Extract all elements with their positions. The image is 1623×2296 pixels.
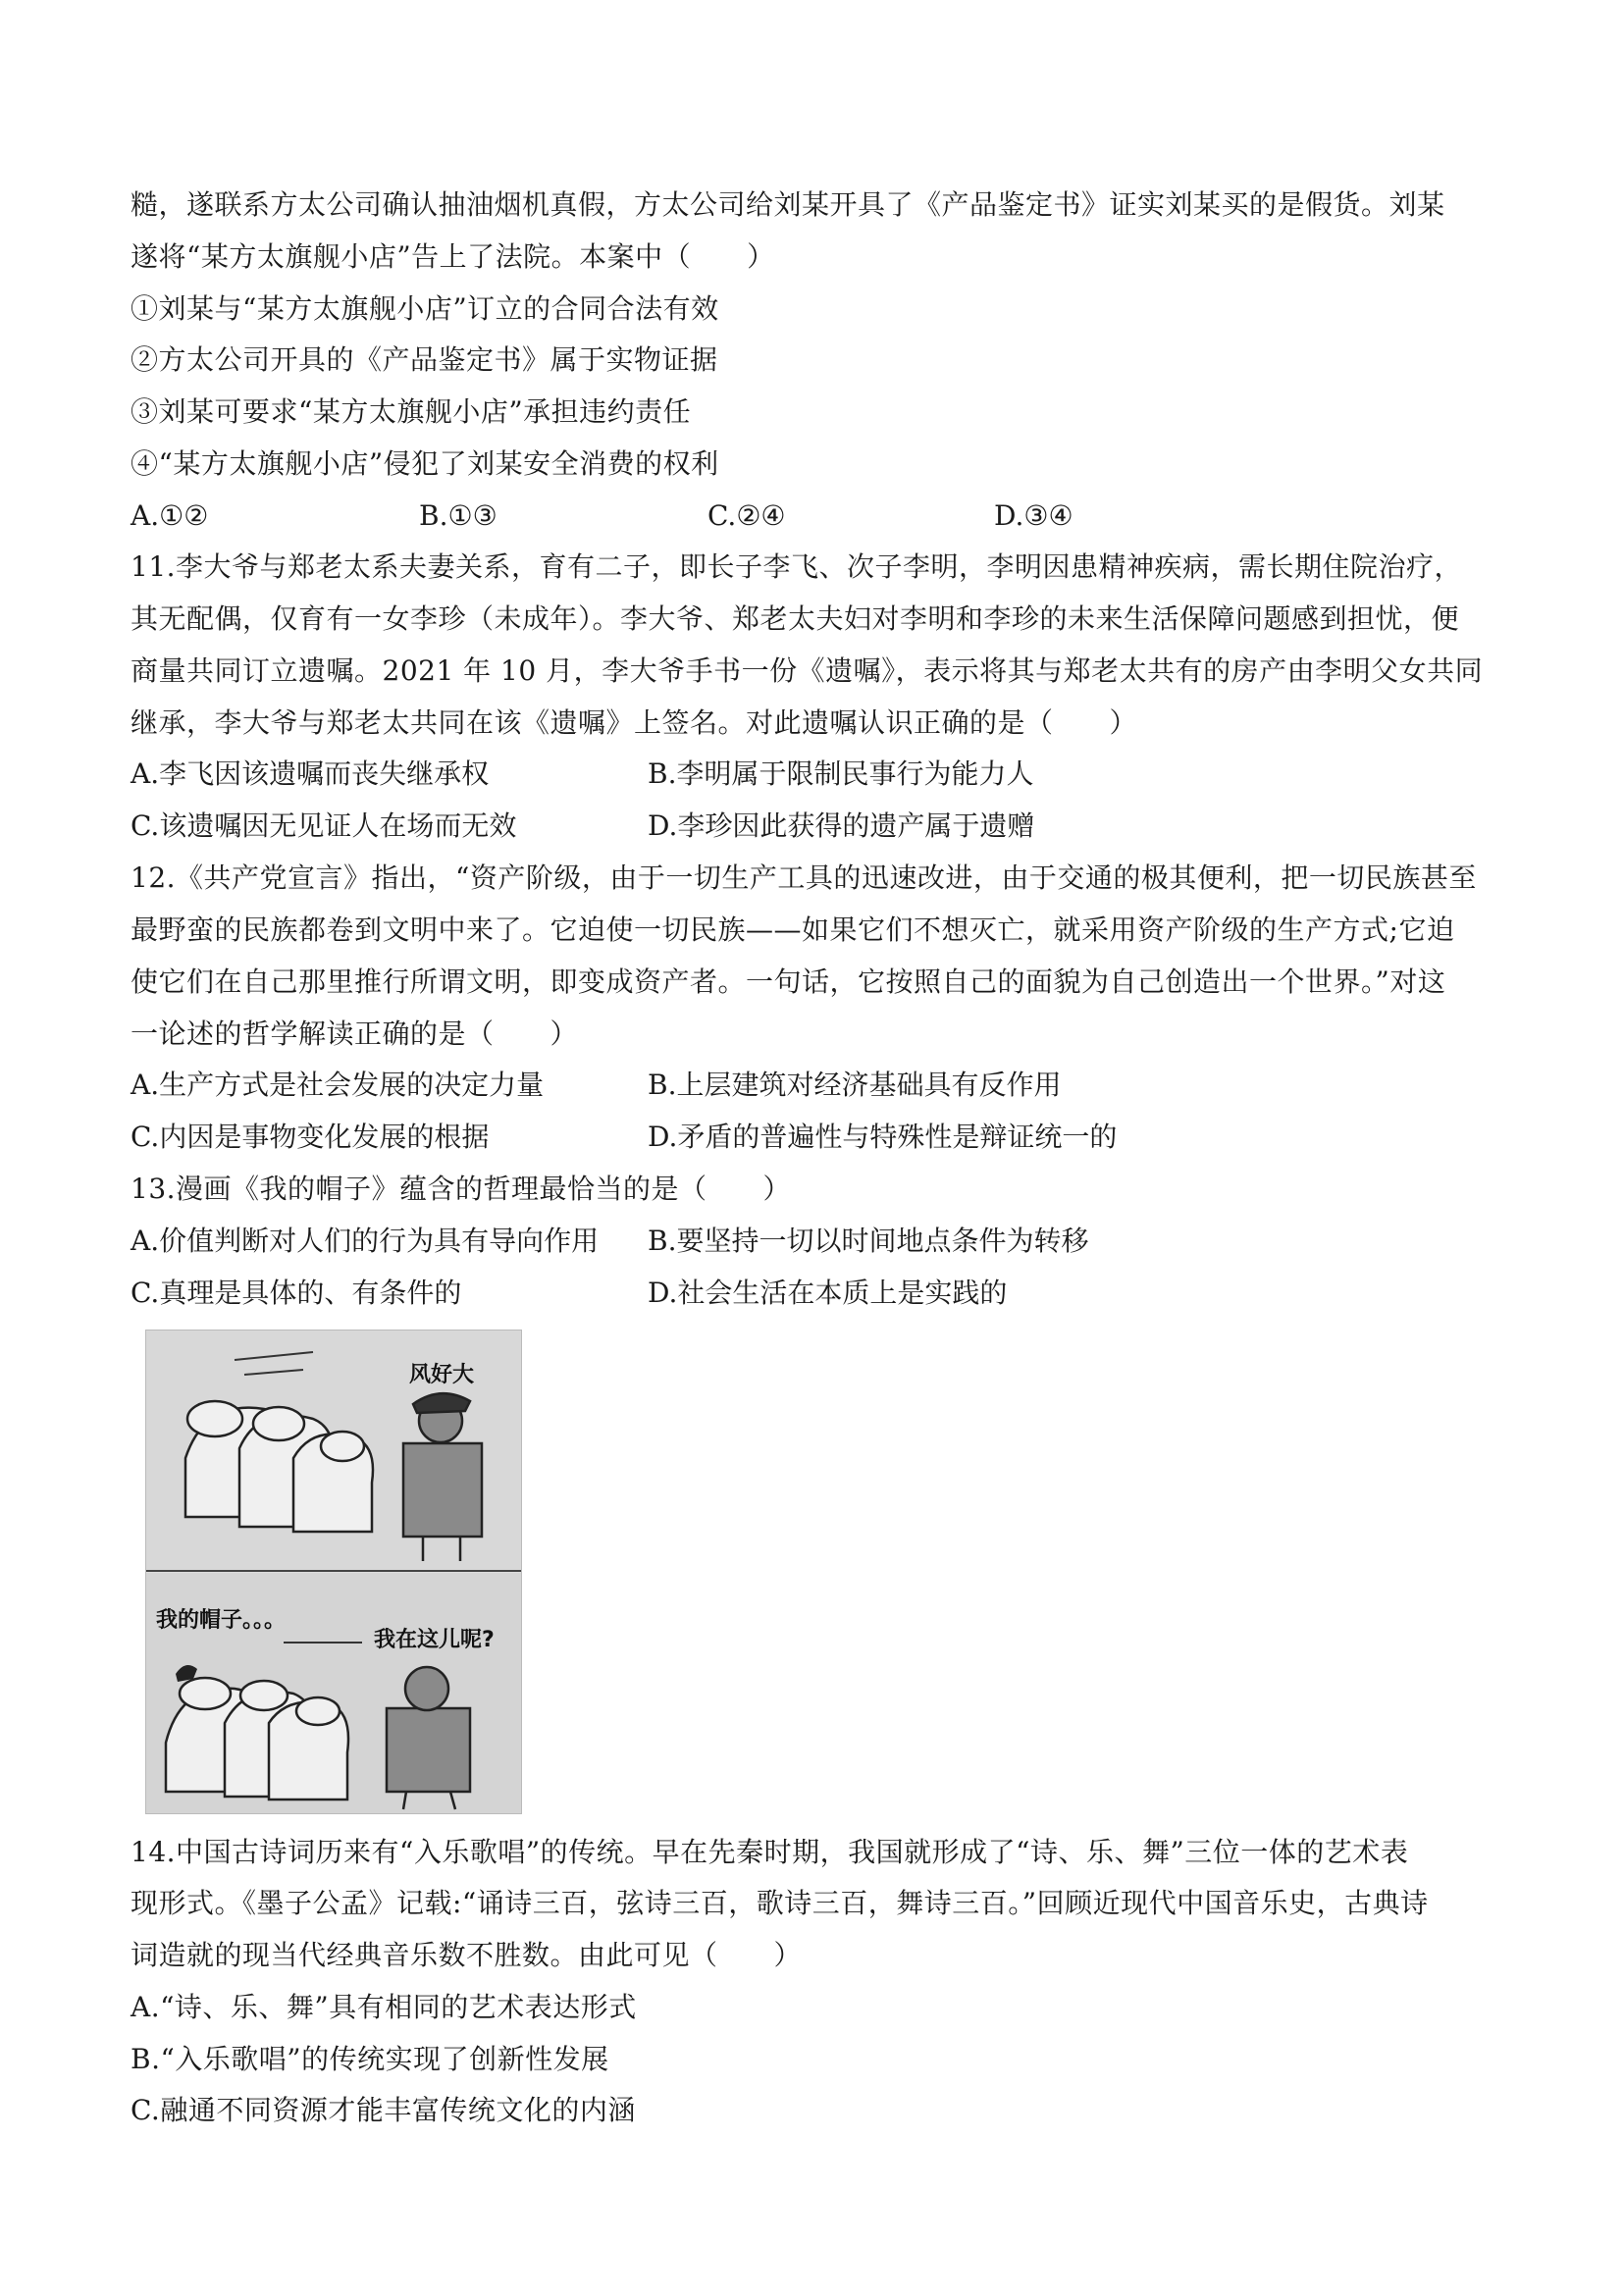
q14-option-b: B.“入乐歌唱”的传统实现了创新性发展 xyxy=(131,2043,609,2075)
q12-option-a: A.生产方式是社会发展的决定力量 xyxy=(131,1069,545,1101)
q13-option-b: B.要坚持一切以时间地点条件为转移 xyxy=(648,1225,1089,1257)
q11-option-a: A.李飞因该遗嘱而丧失继承权 xyxy=(131,757,490,790)
q10-statement-3: ③刘某可要求“某方太旗舰小店”承担违约责任 xyxy=(131,395,692,428)
q11-option-c: C.该遗嘱因无见证人在场而无效 xyxy=(131,809,517,842)
q11-line-2: 其无配偶，仅育有一女李珍（未成年）。李大爷、郑老太夫妇对李明和李珍的未来生活保障问题感到担忧，便 xyxy=(131,602,1460,635)
q10-line-2: 遂将“某方太旗舰小店”告上了法院。本案中（ ） xyxy=(131,240,775,273)
q14-line-3: 词造就的现当代经典音乐数不胜数。由此可见（ ） xyxy=(131,1939,803,1971)
q12-option-c: C.内因是事物变化发展的根据 xyxy=(131,1121,490,1153)
q12-option-d: D.矛盾的普遍性与特殊性是辩证统一的 xyxy=(648,1121,1118,1153)
q12-line-4: 一论述的哲学解读正确的是（ ） xyxy=(131,1018,579,1050)
q11-line-1: 11.李大爷与郑老太系夫妻关系，育有二子，即长子李飞、次子李明，李明因患精神疾病，需长期住院治疗， xyxy=(131,550,1463,583)
cartoon-panel2-text-left: 我的帽子。。。 xyxy=(156,1608,287,1633)
q11-line-3: 商量共同订立遗嘱。2021 年 10 月，李大爷手书一份《遗嘱》，表示将其与郑老太共有的房产由李明父女共同 xyxy=(131,654,1484,687)
q10-option-d: D.③④ xyxy=(994,499,1073,532)
q10-statement-2: ②方太公司开具的《产品鉴定书》属于实物证据 xyxy=(131,343,718,376)
q14-option-c: C.融通不同资源才能丰富传统文化的内涵 xyxy=(131,2094,636,2126)
q13-option-a: A.价值判断对人们的行为具有导向作用 xyxy=(131,1225,600,1257)
q13-option-c: C.真理是具体的、有条件的 xyxy=(131,1277,462,1309)
cartoon-drawing xyxy=(146,1331,521,1813)
q10-option-b: B.①③ xyxy=(419,499,497,532)
q14-line-1: 14.中国古诗词历来有“入乐歌唱”的传统。早在先秦时期，我国就形成了“诗、乐、舞”三位一体的艺术表 xyxy=(131,1836,1409,1868)
q13-line-1: 13.漫画《我的帽子》蕴含的哲理最恰当的是（ ） xyxy=(131,1173,792,1205)
cartoon-panel2-text-right: 我在这儿呢? xyxy=(374,1628,495,1652)
q10-option-c: C.②④ xyxy=(707,499,786,532)
q12-line-2: 最野蛮的民族都卷到文明中来了。它迫使一切民族——如果它们不想灭亡，就采用资产阶级的生产方式;它迫 xyxy=(131,913,1455,946)
q14-option-a: A.“诗、乐、舞”具有相同的艺术表达形式 xyxy=(131,1991,637,2023)
q12-line-1: 12.《共产党宣言》指出，“资产阶级，由于一切生产工具的迅速改进，由于交通的极其便利，把一切民族甚至 xyxy=(131,861,1477,894)
q12-option-b: B.上层建筑对经济基础具有反作用 xyxy=(648,1069,1062,1101)
q10-option-a: A.①② xyxy=(131,499,209,532)
q10-statement-4: ④“某方太旗舰小店”侵犯了刘某安全消费的权利 xyxy=(131,447,719,480)
cartoon-my-hat xyxy=(145,1330,522,1814)
cartoon-panel1-text: 风好大 xyxy=(409,1363,475,1387)
q11-option-d: D.李珍因此获得的遗产属于遗赠 xyxy=(648,809,1035,842)
q12-line-3: 使它们在自己那里推行所谓文明，即变成资产者。一句话，它按照自己的面貌为自己创造出一个世界。”对这 xyxy=(131,965,1446,998)
q10-statement-1: ①刘某与“某方太旗舰小店”订立的合同合法有效 xyxy=(131,292,719,325)
q10-line-1: 糙，遂联系方太公司确认抽油烟机真假，方太公司给刘某开具了《产品鉴定书》证实刘某买的是假货。刘某 xyxy=(131,188,1445,221)
q13-option-d: D.社会生活在本质上是实践的 xyxy=(648,1277,1008,1309)
q11-option-b: B.李明属于限制民事行为能力人 xyxy=(648,757,1034,790)
q14-line-2: 现形式。《墨子公孟》记载:“诵诗三百，弦诗三百，歌诗三百，舞诗三百。”回顾近现代中国音乐史，古典诗 xyxy=(131,1887,1429,1919)
q11-line-4: 继承，李大爷与郑老太共同在该《遗嘱》上签名。对此遗嘱认识正确的是（ ） xyxy=(131,706,1138,739)
